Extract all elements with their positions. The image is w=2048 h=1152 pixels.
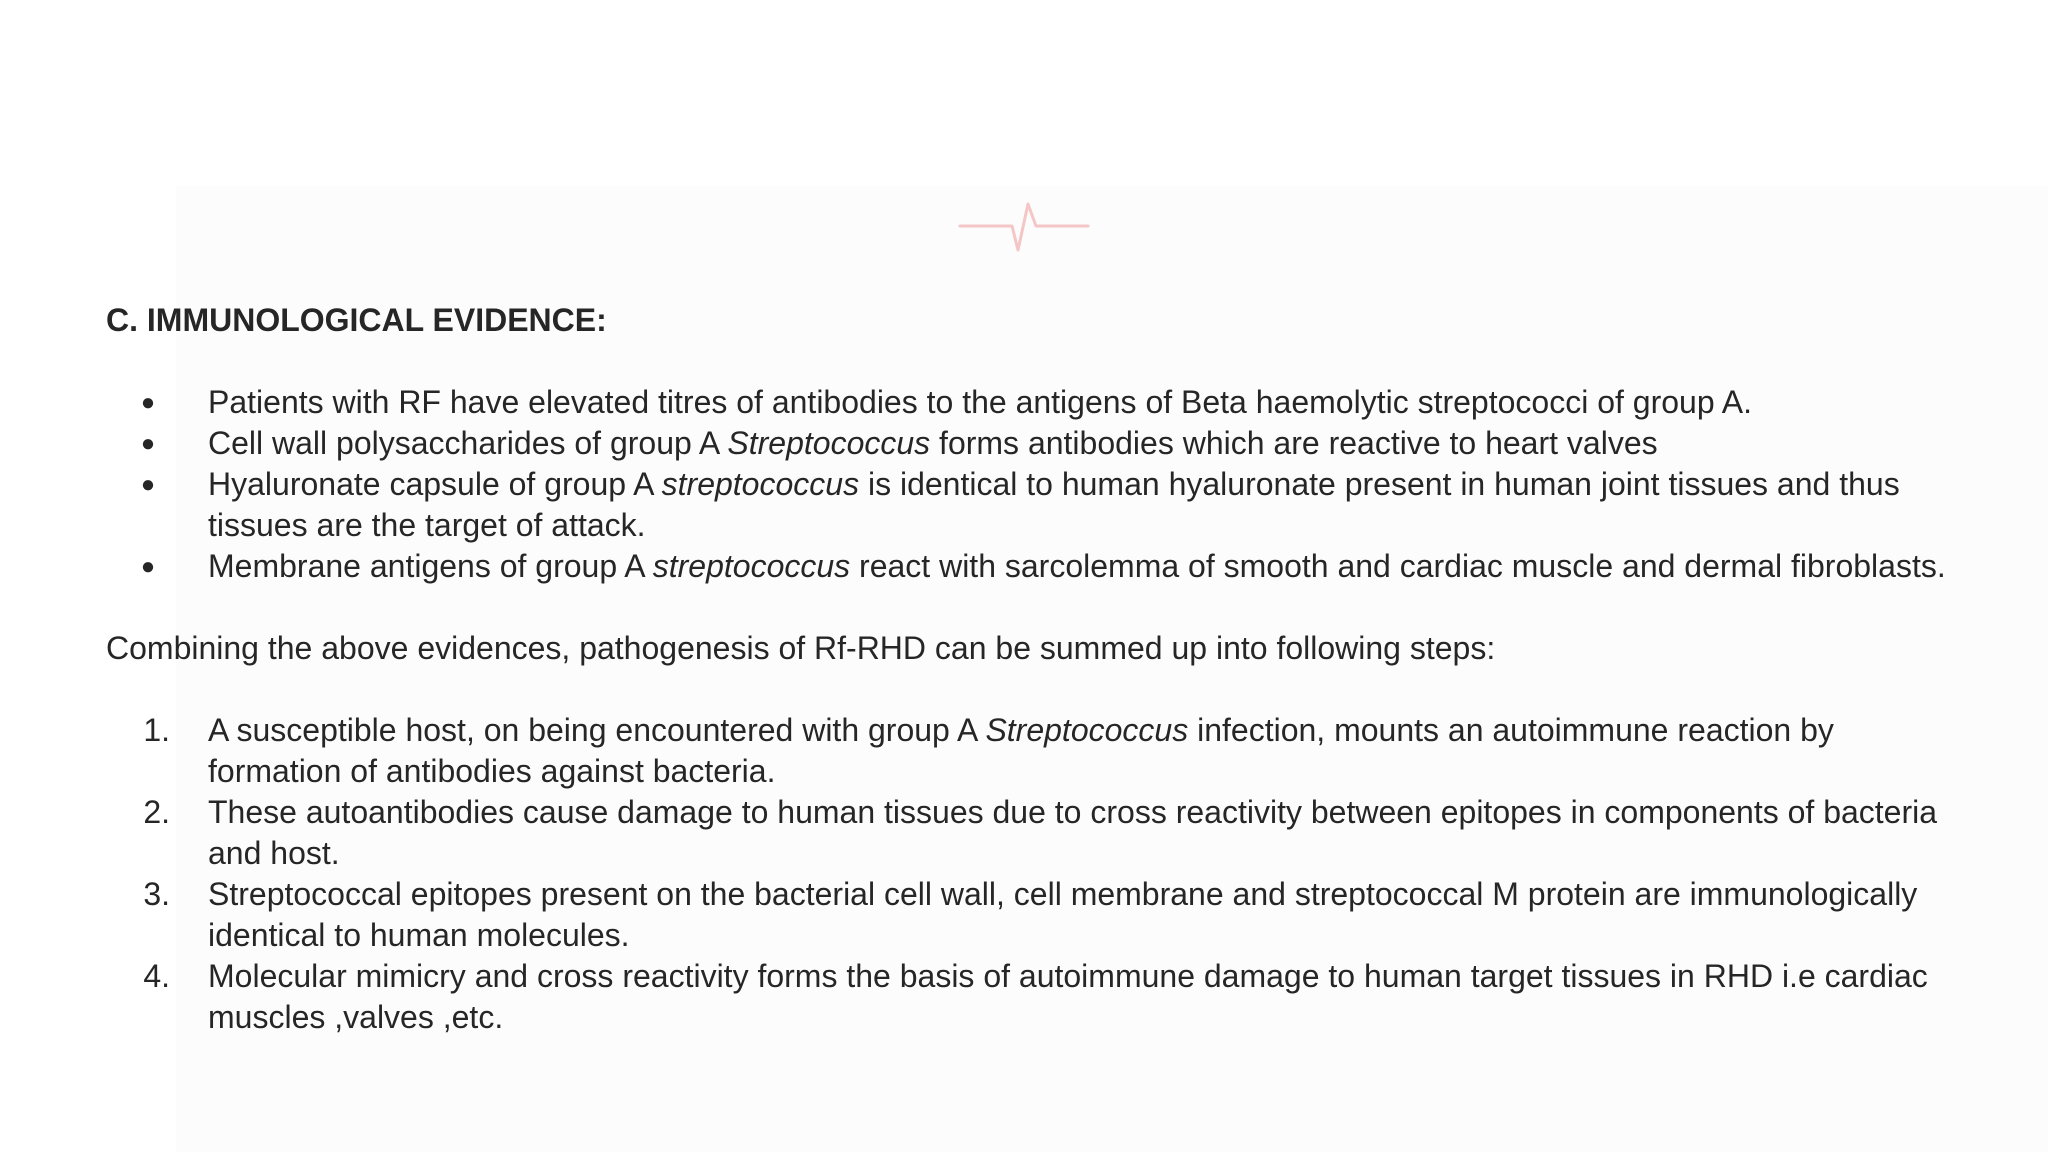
- evidence-bullet-2: ● Cell wall polysaccharides of group A Streptococcus forms antibodies which are reactive to heart valves: [106, 423, 1966, 464]
- section-heading: C. IMMUNOLOGICAL EVIDENCE:: [106, 302, 607, 338]
- step-2: 2. These autoantibodies cause damage to human tissues due to cross reactivity between epitopes in components of bacteria and host.: [106, 792, 1966, 874]
- step-4: 4. Molecular mimicry and cross reactivity forms the basis of autoimmune damage to human target tissues in RHD i.e cardiac muscles ,valves ,etc.: [106, 956, 1966, 1038]
- bullet-icon: ●: [140, 389, 156, 416]
- evidence-bullet-3: ● Hyaluronate capsule of group A streptococcus is identical to human hyaluronate present in human joint tissues and thus tissues are the target of attack.: [106, 464, 1966, 546]
- pathogenesis-steps-list: [106, 710, 1966, 1038]
- step-1: 1. A susceptible host, on being encountered with group A Streptococcus infection, mounts an autoimmune reaction by formation of antibodies against bacteria.: [106, 710, 1966, 792]
- heartbeat-pulse-icon: [958, 196, 1090, 268]
- step-number: 1.: [143, 712, 170, 748]
- evidence-bullet-4: ● Membrane antigens of group A streptococcus react with sarcolemma of smooth and cardiac muscle and dermal fibroblasts.: [106, 546, 1966, 587]
- summary-paragraph: Combining the above evidences, pathogenesis of Rf-RHD can be summed up into following steps:: [106, 630, 1496, 666]
- evidence-bullet-list: [106, 382, 1966, 587]
- bullet-icon: ●: [140, 471, 156, 498]
- bullet-icon: ●: [140, 553, 156, 580]
- slide-content: [106, 300, 1966, 1038]
- step-number: 4.: [143, 958, 170, 994]
- step-number: 2.: [143, 794, 170, 830]
- step-3: 3. Streptococcal epitopes present on the bacterial cell wall, cell membrane and streptococcal M protein are immunologically identical to human molecules.: [106, 874, 1966, 956]
- evidence-bullet-1: ● Patients with RF have elevated titres of antibodies to the antigens of Beta haemolytic streptococci of group A.: [106, 382, 1966, 423]
- step-number: 3.: [143, 876, 170, 912]
- bullet-icon: ●: [140, 430, 156, 457]
